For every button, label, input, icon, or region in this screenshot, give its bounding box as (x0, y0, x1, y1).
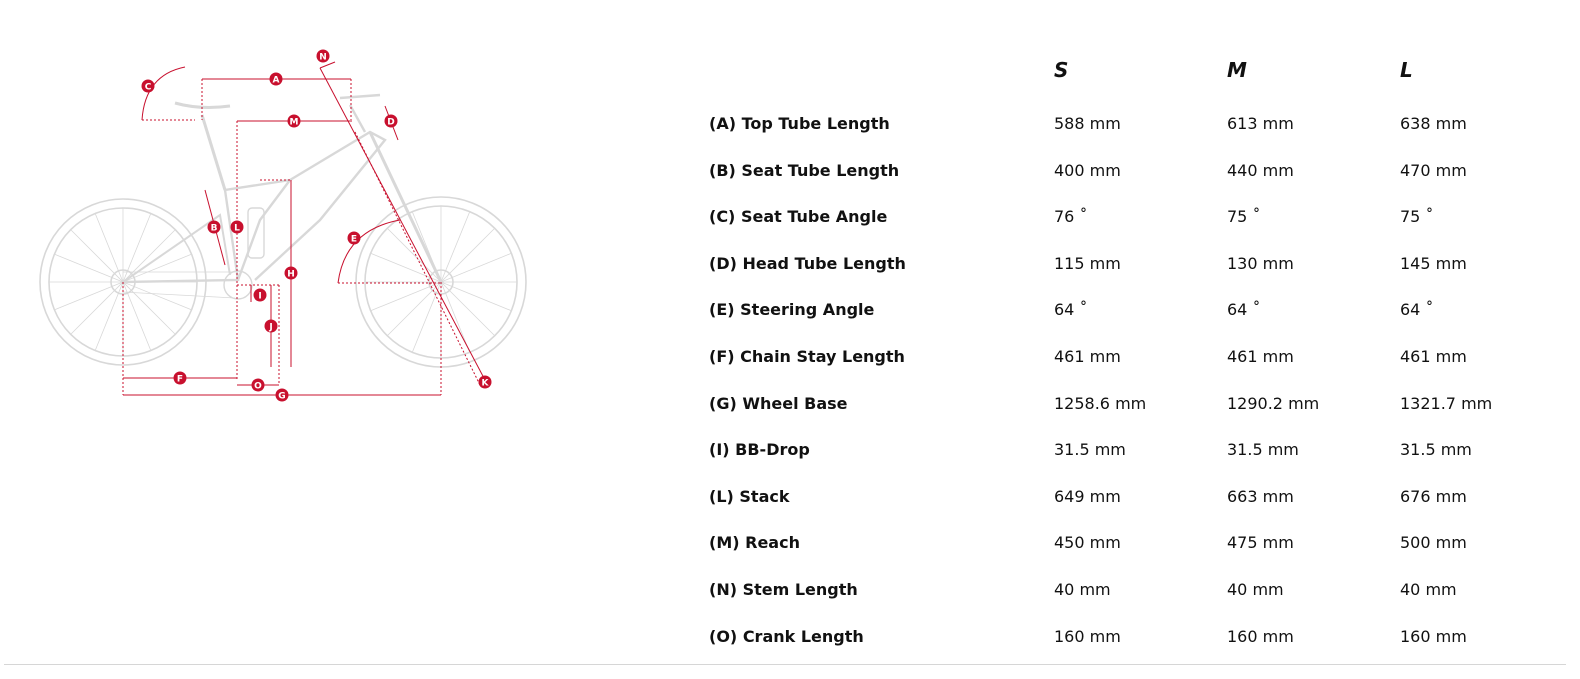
table-row (709, 477, 1569, 524)
size-header-s: S (1054, 58, 1069, 82)
marker-label: I (258, 291, 262, 302)
value-l: 64 ˚ (1400, 300, 1434, 320)
table-row (709, 430, 1569, 477)
row-code: (G) (709, 393, 737, 413)
value-s: 115 mm (1054, 253, 1121, 273)
marker-label: K (481, 378, 489, 389)
value-s: 461 mm (1054, 346, 1121, 366)
value-s: 649 mm (1054, 486, 1121, 506)
marker-a (270, 73, 283, 86)
value-m: 440 mm (1227, 160, 1294, 180)
value-s: 400 mm (1054, 160, 1121, 180)
marker-label: O (254, 381, 262, 392)
value-m: 31.5 mm (1227, 440, 1299, 460)
row-code: (C) (709, 207, 736, 227)
marker-e (348, 232, 361, 245)
row-code: (M) (709, 533, 740, 553)
marker-m (288, 115, 301, 128)
marker-c (142, 80, 155, 93)
row-label (709, 533, 800, 552)
marker-h (285, 267, 298, 280)
row-name: Chain Stay Length (740, 346, 905, 366)
row-code: (I) (709, 440, 730, 460)
row-label (709, 207, 887, 226)
value-s: 64 ˚ (1054, 300, 1088, 320)
marker-b (208, 221, 221, 234)
row-label (709, 161, 899, 180)
marker-f (174, 372, 187, 385)
value-s: 31.5 mm (1054, 440, 1126, 460)
row-label (709, 440, 810, 459)
row-code: (E) (709, 300, 735, 320)
value-l: 31.5 mm (1400, 440, 1472, 460)
marker-label: L (234, 223, 240, 234)
value-s: 450 mm (1054, 533, 1121, 553)
value-l: 1321.7 mm (1400, 393, 1493, 413)
value-s: 76 ˚ (1054, 207, 1088, 227)
row-name: BB-Drop (735, 440, 810, 460)
marker-n (317, 50, 330, 63)
table-row (709, 570, 1569, 617)
table-row (709, 197, 1569, 244)
bike-geometry-diagram (30, 40, 550, 420)
table-row (709, 617, 1569, 664)
value-m: 160 mm (1227, 626, 1294, 646)
value-l: 676 mm (1400, 486, 1467, 506)
table-row (709, 290, 1569, 337)
marker-label: D (387, 117, 395, 128)
divider (4, 664, 1566, 665)
row-label (709, 394, 848, 413)
marker-i (254, 289, 267, 302)
marker-g (276, 389, 289, 402)
row-name: Seat Tube Angle (740, 207, 888, 227)
value-l: 145 mm (1400, 253, 1467, 273)
value-m: 613 mm (1227, 114, 1294, 133)
row-label (709, 487, 790, 506)
row-label (709, 627, 864, 646)
row-code: (B) (709, 160, 736, 180)
row-name: Reach (745, 533, 800, 553)
row-code: (A) (709, 114, 737, 133)
table-row (709, 337, 1569, 384)
table-body (709, 104, 1569, 663)
marker-label: C (144, 82, 152, 93)
row-code: (N) (709, 579, 738, 599)
row-code: (F) (709, 346, 735, 366)
marker-k (479, 376, 492, 389)
value-l: 75 ˚ (1400, 207, 1434, 227)
row-name: Head Tube Length (742, 253, 906, 273)
bike-silhouette (40, 95, 526, 367)
table-row (709, 384, 1569, 431)
size-header-m: M (1227, 58, 1247, 82)
value-s: 160 mm (1054, 626, 1121, 646)
value-m: 1290.2 mm (1227, 393, 1320, 413)
row-name: Stack (739, 486, 790, 506)
row-label (709, 300, 874, 319)
value-l: 160 mm (1400, 626, 1467, 646)
value-m: 475 mm (1227, 533, 1294, 553)
marker-label: J (269, 322, 273, 333)
row-code: (D) (709, 253, 737, 273)
marker-label: E (350, 234, 358, 245)
value-l: 470 mm (1400, 160, 1467, 180)
row-label (709, 114, 890, 133)
row-name: Stem Length (742, 579, 858, 599)
value-l: 461 mm (1400, 346, 1467, 366)
row-label (709, 347, 905, 366)
marker-label: G (278, 391, 286, 402)
marker-o (252, 379, 265, 392)
value-m: 461 mm (1227, 346, 1294, 366)
value-l: 638 mm (1400, 114, 1467, 133)
marker-l (231, 221, 244, 234)
table-row (709, 244, 1569, 291)
size-header-l: L (1400, 58, 1413, 82)
marker-j (265, 320, 278, 333)
row-code: (O) (709, 626, 738, 646)
diagram-markers (142, 50, 492, 402)
row-label (709, 580, 858, 599)
value-m: 75 ˚ (1227, 207, 1261, 227)
row-label (709, 254, 906, 273)
row-name: Top Tube Length (741, 114, 890, 133)
marker-label: N (319, 52, 327, 63)
marker-label: B (210, 223, 218, 234)
value-m: 663 mm (1227, 486, 1294, 506)
value-m: 40 mm (1227, 579, 1284, 599)
value-s: 1258.6 mm (1054, 393, 1147, 413)
row-code: (L) (709, 486, 734, 506)
table-row (709, 523, 1569, 570)
marker-label: A (272, 75, 280, 86)
value-m: 64 ˚ (1227, 300, 1261, 320)
marker-label: M (289, 117, 299, 128)
row-name: Steering Angle (740, 300, 875, 320)
table-row (709, 104, 1569, 151)
value-l: 500 mm (1400, 533, 1467, 553)
row-name: Wheel Base (742, 393, 848, 413)
marker-d (385, 115, 398, 128)
value-s: 588 mm (1054, 114, 1121, 133)
table-row (709, 151, 1569, 198)
table-header (709, 48, 1569, 104)
marker-label: H (287, 269, 295, 280)
row-name: Crank Length (742, 626, 864, 646)
row-name: Seat Tube Length (741, 160, 900, 180)
value-m: 130 mm (1227, 253, 1294, 273)
geometry-table (709, 48, 1569, 663)
value-s: 40 mm (1054, 579, 1111, 599)
value-l: 40 mm (1400, 579, 1457, 599)
marker-label: F (176, 374, 184, 385)
